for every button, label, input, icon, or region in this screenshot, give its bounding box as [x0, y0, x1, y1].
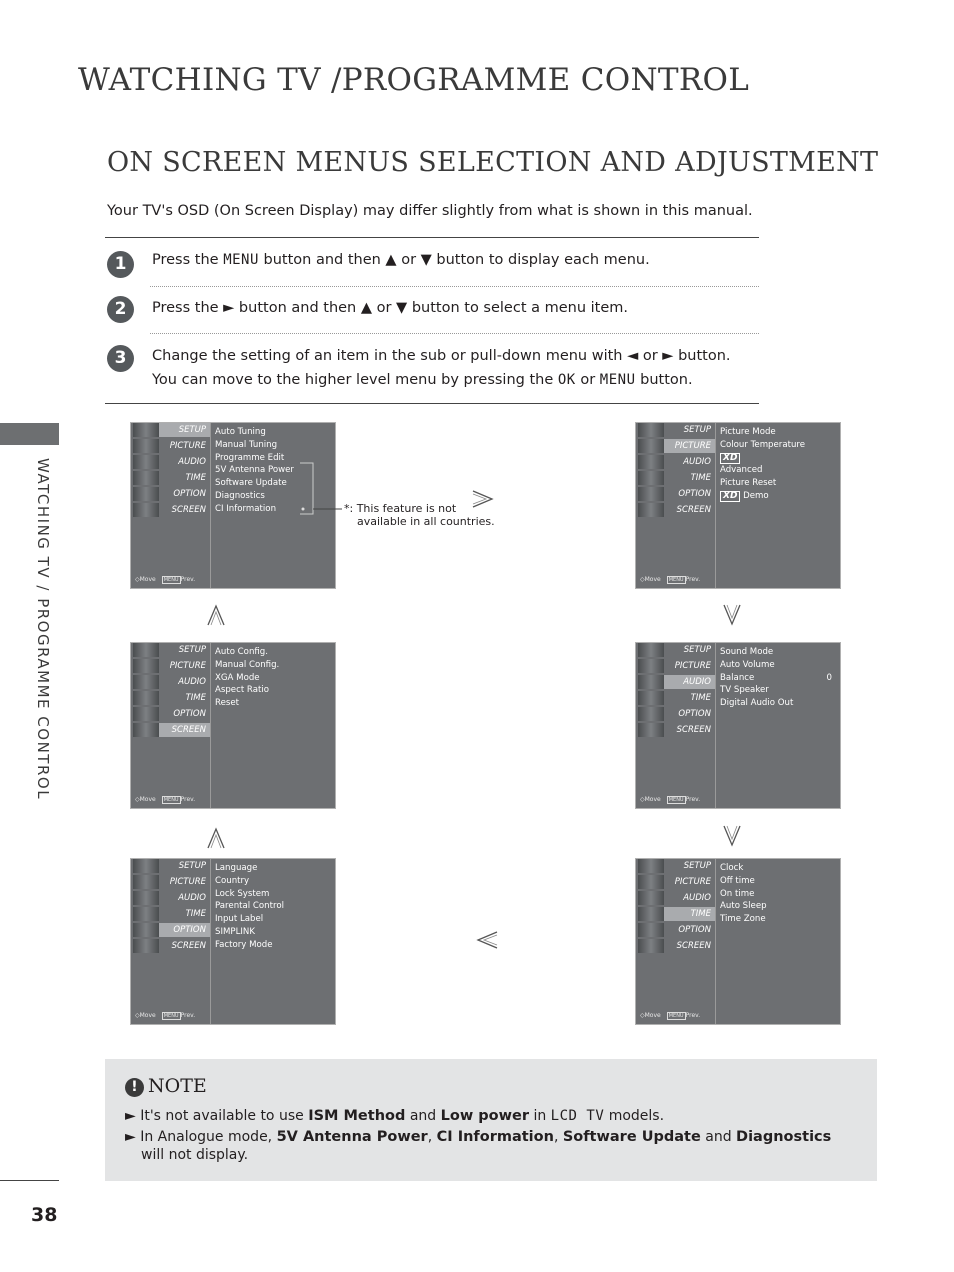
osd-tab-picture[interactable]: PICTURE	[638, 659, 715, 673]
osd-setup-items	[215, 426, 294, 516]
osd-tab-setup[interactable]: SETUP	[638, 643, 715, 657]
note-line-1: ► It's not available to use ISM Method and Low power in LCD TV models.	[125, 1108, 665, 1124]
page-title: WATCHING TV /PROGRAMME CONTROL	[78, 62, 750, 98]
osd-tab-time[interactable]: TIME	[638, 691, 715, 705]
osd-audio-menu	[635, 642, 841, 809]
section-title: ON SCREEN MENUS SELECTION AND ADJUSTMENT	[107, 147, 879, 178]
osd-item[interactable]: TV Speaker	[720, 685, 769, 696]
footnote: *: This feature is not available in all countries.	[344, 502, 495, 528]
osd-item[interactable]: Auto Sleep	[720, 901, 767, 912]
arrow-left-icon	[476, 930, 498, 950]
osd-item[interactable]: Parental Control	[215, 901, 284, 912]
osd-tab-column	[636, 643, 716, 808]
osd-item[interactable]: Time Zone	[720, 914, 766, 925]
osd-tab-column	[636, 859, 716, 1024]
osd-tab-time[interactable]: TIME	[133, 471, 210, 485]
page-number: 38	[31, 1204, 58, 1226]
osd-tab-picture[interactable]: PICTURE	[638, 875, 715, 889]
osd-tab-column	[131, 859, 211, 1024]
osd-tab-setup[interactable]: SETUP	[133, 423, 210, 437]
osd-item[interactable]: Manual Tuning	[215, 439, 278, 450]
step-3-text-line1: Change the setting of an item in the sub or pull-down menu with ◄ or ► button.	[152, 348, 731, 364]
osd-tab-screen[interactable]: SCREEN	[638, 503, 715, 517]
osd-footer: ◇Move MENU Prev.	[135, 1012, 196, 1019]
arrow-up-icon	[206, 604, 226, 626]
osd-footer: ◇Move MENU Prev.	[640, 576, 701, 583]
osd-tab-time[interactable]: TIME	[133, 907, 210, 921]
osd-item[interactable]: Aspect Ratio	[215, 685, 269, 696]
osd-time-items	[720, 862, 767, 926]
note-title: ! NOTE	[125, 1075, 207, 1097]
osd-tab-screen[interactable]: SCREEN	[133, 723, 210, 737]
osd-tab-picture[interactable]: PICTURE	[133, 875, 210, 889]
osd-tab-screen[interactable]: SCREEN	[638, 939, 715, 953]
osd-item[interactable]: 5V Antenna Power	[215, 465, 294, 476]
step-3-badge: 3	[107, 345, 134, 372]
dotted-divider	[150, 333, 759, 334]
osd-tab-option[interactable]: OPTION	[638, 707, 715, 721]
osd-item[interactable]: Manual Config.	[215, 659, 280, 670]
osd-footer: ◇Move MENU Prev.	[640, 1012, 701, 1019]
osd-item[interactable]: Diagnostics	[215, 490, 265, 501]
osd-tab-option[interactable]: OPTION	[133, 487, 210, 501]
note-box	[105, 1059, 877, 1181]
osd-footer: ◇Move MENU Prev.	[135, 796, 196, 803]
xd-logo: XD	[720, 453, 740, 464]
osd-tab-audio[interactable]: AUDIO	[638, 891, 715, 905]
osd-tab-picture[interactable]: PICTURE	[638, 439, 715, 453]
osd-option-items	[215, 862, 284, 952]
osd-item[interactable]: Input Label	[215, 914, 264, 925]
osd-item[interactable]: Sound Mode	[720, 647, 774, 657]
divider	[105, 237, 759, 238]
osd-tab-option[interactable]: OPTION	[638, 923, 715, 937]
side-tab-marker	[0, 423, 59, 445]
osd-item[interactable]: CI Information	[215, 503, 277, 514]
osd-picture-menu	[635, 422, 841, 589]
exclamation-icon: !	[125, 1078, 144, 1097]
step-1-badge: 1	[107, 251, 134, 278]
osd-tab-setup[interactable]: SETUP	[638, 423, 715, 437]
osd-item[interactable]: Auto Config.	[215, 647, 268, 657]
osd-item[interactable]: Picture Mode	[720, 427, 776, 437]
arrow-down-icon	[722, 604, 742, 626]
osd-tab-screen[interactable]: SCREEN	[638, 723, 715, 737]
osd-picture-items	[720, 426, 805, 503]
osd-item[interactable]: Reset	[215, 698, 240, 709]
dotted-divider	[150, 286, 759, 287]
osd-tab-column	[131, 643, 211, 808]
osd-item[interactable]: Auto Volume	[720, 659, 775, 670]
osd-tab-time[interactable]: TIME	[133, 691, 210, 705]
osd-item[interactable]: SIMPLINK	[215, 926, 255, 937]
divider	[105, 403, 759, 404]
osd-screen-menu	[130, 642, 336, 809]
osd-tab-audio[interactable]: AUDIO	[133, 455, 210, 469]
osd-item[interactable]: Auto Tuning	[215, 427, 266, 437]
osd-tab-setup[interactable]: SETUP	[133, 643, 210, 657]
osd-tab-time[interactable]: TIME	[638, 907, 715, 921]
osd-tab-audio[interactable]: AUDIO	[638, 455, 715, 469]
osd-item[interactable]: XGA Mode	[215, 672, 260, 683]
osd-tab-option[interactable]: OPTION	[638, 487, 715, 501]
osd-item[interactable]: On time	[720, 888, 755, 899]
note-line-3: will not display.	[141, 1147, 249, 1163]
osd-tab-audio[interactable]: AUDIO	[133, 675, 210, 689]
step-3-text-line2: You can move to the higher level menu by pressing the OK or MENU button.	[152, 372, 693, 388]
intro-text: Your TV's OSD (On Screen Display) may differ slightly from what is shown in this manual.	[107, 203, 753, 219]
osd-screen-items	[215, 646, 279, 710]
osd-tab-column	[131, 423, 211, 588]
osd-item[interactable]: Language	[215, 863, 258, 873]
osd-item[interactable]: Picture Reset	[720, 478, 777, 489]
side-section-label: WATCHING TV / PROGRAMME CONTROL	[34, 458, 52, 801]
osd-item[interactable]: Digital Audio Out	[720, 698, 794, 709]
arrow-right-icon	[472, 489, 494, 509]
osd-tab-option[interactable]: OPTION	[133, 707, 210, 721]
osd-item[interactable]: Advanced	[720, 465, 763, 476]
balance-value: 0	[826, 672, 832, 683]
osd-item[interactable]: Lock System	[215, 888, 270, 899]
osd-tab-setup[interactable]: SETUP	[133, 859, 210, 873]
osd-audio-items	[720, 646, 836, 710]
osd-item[interactable]: Off time	[720, 875, 755, 886]
osd-time-menu	[635, 858, 841, 1025]
osd-tab-setup[interactable]: SETUP	[638, 859, 715, 873]
osd-item[interactable]	[720, 452, 805, 465]
footer-rule	[0, 1180, 59, 1181]
osd-tab-time[interactable]: TIME	[638, 471, 715, 485]
step-1-text: Press the MENU button and then ▲ or ▼ button to display each menu.	[152, 252, 650, 268]
osd-item[interactable]: Country	[215, 875, 250, 886]
osd-item[interactable]: Factory Mode	[215, 939, 273, 950]
arrow-down-icon	[722, 825, 742, 847]
osd-tab-option[interactable]: OPTION	[133, 923, 210, 937]
osd-tab-picture[interactable]: PICTURE	[133, 439, 210, 453]
xd-logo: XD	[720, 491, 740, 502]
note-line-2: ► In Analogue mode, 5V Antenna Power, CI Information, Software Update and Diagnostics	[125, 1129, 832, 1145]
arrow-up-icon	[206, 827, 226, 849]
osd-tab-screen[interactable]: SCREEN	[133, 939, 210, 953]
osd-item[interactable]: XD Demo	[720, 490, 805, 503]
osd-item[interactable]: Colour Temperature	[720, 439, 806, 450]
osd-option-menu	[130, 858, 336, 1025]
osd-footer: ◇Move MENU Prev.	[640, 796, 701, 803]
step-2-text: Press the ► button and then ▲ or ▼ button to select a menu item.	[152, 300, 629, 316]
osd-tab-column	[636, 423, 716, 588]
osd-tab-audio[interactable]: AUDIO	[133, 891, 210, 905]
osd-item[interactable]: Clock	[720, 863, 744, 873]
osd-footer: ◇Move MENU Prev.	[135, 576, 196, 583]
step-2-badge: 2	[107, 296, 134, 323]
osd-tab-audio[interactable]: AUDIO	[638, 675, 715, 689]
osd-item[interactable]: Balance 0	[720, 672, 832, 683]
osd-item[interactable]: Software Update	[215, 478, 287, 489]
osd-item[interactable]: Programme Edit	[215, 452, 285, 463]
osd-tab-screen[interactable]: SCREEN	[133, 503, 210, 517]
osd-tab-picture[interactable]: PICTURE	[133, 659, 210, 673]
